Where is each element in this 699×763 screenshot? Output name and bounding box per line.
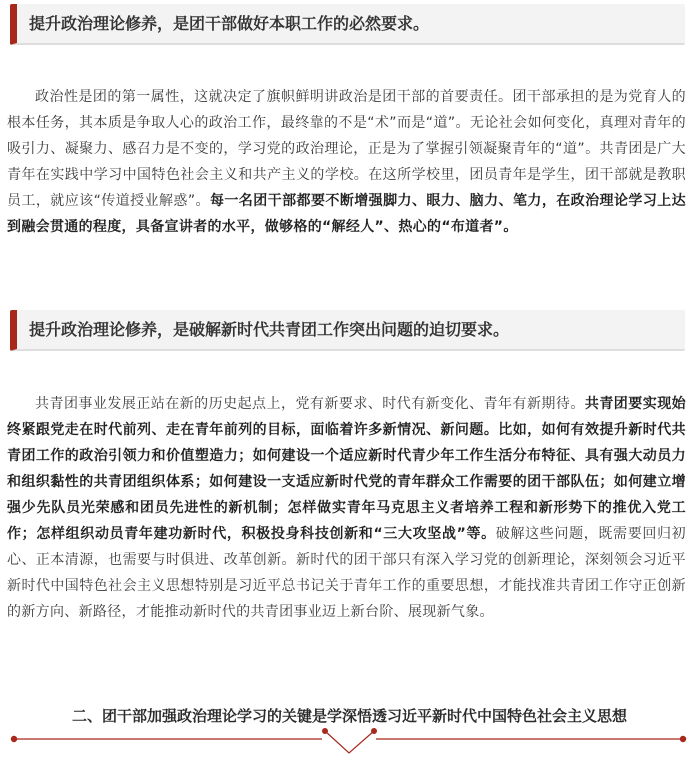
section-header-1-title: 提升政治理论修养，是团干部做好本职工作的必然要求。 — [29, 14, 430, 33]
paragraph-2 — [7, 391, 686, 625]
section-header-1 — [10, 4, 685, 45]
paragraph-1-bold-text: 每一名团干部都要不断增强脚力、眼力、脑力、笔力，在政治理论学习上达到融会贯通的程度，具备宣讲者的水平，做够格的“解经人”、热心的“布道者”。 — [7, 193, 687, 235]
paragraph-2-bold-text: 共青团要实现始终紧跟党走在时代前列、走在青年前列的目标，面临着许多新情况、新问题。比如，如何有效提升新时代共青团工作的政治引领力和价值塑造力；如何建设一个适应新时代青少年工作生活分布特征、具有强大动员力和组织黏性的共青团组织体系；如何建设一支适应新时代党的青年群众工作需要的团干部队伍；如何建立增强少先队员光荣感和团员先进性的新机制；怎样做实青年马克思主义者培养工程和新形势下的推优入党工作；怎样组织动员青年建功新时代，积极投身科技创新和“三大攻坚战”等。 — [7, 396, 686, 542]
paragraph-2-tail-text: 破解这些问题，既需要回归初心、正本清源，也需要与时俱进、改革创新。新时代的团干部只有深入学习党的创新理论，深刻领会习近平新时代中国特色社会主义思想特别是习近平总书记关于青年工作的重要思想，才能找准共青团工作守正创新的新方向、新路径，才能推动新时代的共青团事业迈上新台阶、展现新气象。 — [7, 526, 686, 620]
section-header-2-title: 提升政治理论修养，是破解新时代共青团工作突出问题的迫切要求。 — [29, 320, 510, 339]
chapter-title: 二、团干部加强政治理论学习的关键是学深悟透习近平新时代中国特色社会主义思想 — [71, 707, 627, 725]
divider-dot-left — [11, 736, 17, 742]
section-header-2 — [10, 310, 685, 351]
divider-dot-right — [680, 736, 686, 742]
chapter-divider — [0, 723, 699, 759]
paragraph-1-text: 政治性是团的第一属性，这就决定了旗帜鲜明讲政治是团干部的首要责任。团干部承担的是为党育人的根本任务，其本质是争取人心的政治工作，最终靠的不是“术”而是“道”。无论社会如何变化，真理对青年的吸引力、凝聚力、感召力是不变的，学习党的政治理论，正是为了掌握引领凝聚青年的“道”。共青团是广大青年在实践中学习中国特色社会主义和共产主义的学校。在这所学校里，团员青年是学生，团干部就是教职员工，就应该“传道授业解惑”。 — [7, 89, 686, 209]
paragraph-1 — [7, 84, 686, 240]
paragraph-2-lead-text: 共青团事业发展正站在新的历史起点上，党有新要求、时代有新变化、青年有新期待。 — [35, 396, 585, 412]
divider-chevron — [325, 731, 374, 753]
